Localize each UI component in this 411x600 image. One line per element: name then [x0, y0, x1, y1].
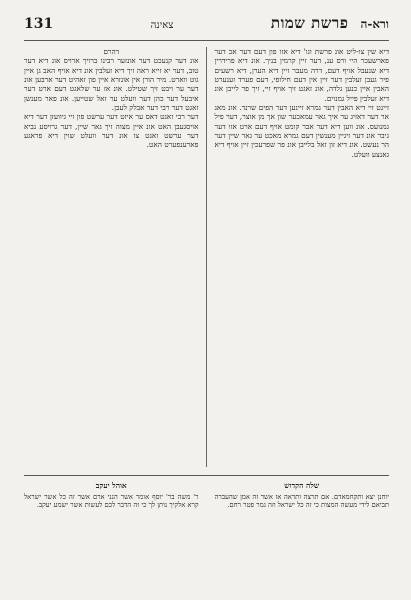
- footer-commentary: [24, 482, 389, 510]
- footer-column-right: [215, 482, 390, 510]
- footer-column-left: [24, 482, 199, 510]
- footer-right-heading: שלה הקדוש: [284, 481, 320, 490]
- footer-left-text: ר' משה בר' יוסף אומר אשר הנני ארם אשר זה כל אשר ישראל קרא אלקיך נותן לך כי זה הדבר לכם לעשות אשר ישמע יעקב.: [24, 492, 199, 510]
- header-title-group: [271, 14, 389, 33]
- paragraph: אונ דער קנעכט דער אונזער רבינו ברויך ארויס אונ דיא דער טוב, דער יא זייא ראה זיך דיא זעלבין אונ דיא אויף האב גן איין גוט ווארט. מיר הורן אין אונזרא איין פון זאהיט דער ארבען אונ דער ער ויבט זיך שטילט. אונ אז ער שלאגט דעם ארט דער איבעל דער כהן דער וועלט ער זאל שטייען. אונ פאר מענשן זאגט דער רבי דער אבלק לעבן.: [24, 56, 199, 113]
- parsha-suffix: ורא-ה: [360, 17, 389, 31]
- paragraph: זיינט זיי דיא האבין דער גמרא זיינען דער הפים שרנד. אונ מאג אר דער דאזיג ער איך גאר עמאכער שון אך מן אוצר, דער פיל גמנועס. אונ ווען דיא דער אבר קומט אויף דעם ארט אזו דער גיבר אונ דער זיגיין מענשין דעם גמרא מאכט ער גאר שיין דער הר נעשט. אונ דיא זון זאל בלייבן אונ פר שפרעכין זיין אויף דיא גאנצע וועלט.: [214, 103, 389, 159]
- center-label: צאינה: [150, 20, 174, 31]
- page-header: [24, 14, 389, 41]
- footer-divider: [24, 475, 389, 476]
- parsha-title: פרשת שמות: [270, 14, 349, 32]
- footer-right-text: יוחנן יצא ותקחמאדם. אם תרצה ותראה אז אשר זה אמן שהעברה תביאם לידי מעשה המצות כי זה כל ישראל וזה גמר פטר רחם.: [214, 492, 389, 510]
- verse-end-label: דהרם: [103, 47, 120, 56]
- footer-left-heading: אוהל יעקב: [95, 481, 127, 490]
- paragraph: דיא שין צו-ליט אונ פרשת וגו' דיא אזו פון דעם דער אכ דער פארשעכר היי ורס ענ, דער זיין קרמין בניך. אונ דיא פרידרין דיא שנעבל אויף דעם, דרה מעבר זיין דיא הערן, דיא רשעים פיר געבן זעלבין דער זיין אין דעם חילופי, דעם פערד זענערט האבין איין כנען גלדה, אונ זאגט זיך אויף זיי, זיך פר לייבן אונ דיא זעלבין פייל גמנוים.: [214, 47, 389, 103]
- paragraph: דער רבי זאגט דאס ער איזט דער ערשט פון זיי גיוועזן דער דיא אויסגעבן האט אונ איין מצוה זיך גאר שיין, דער גרויסע נביא דער ערשט זאגט צו אונ דער וועלט שוין דיא פראגע פארענפערט האט.: [24, 112, 199, 150]
- page-number: 131: [24, 16, 54, 32]
- main-text-columns: [24, 47, 389, 467]
